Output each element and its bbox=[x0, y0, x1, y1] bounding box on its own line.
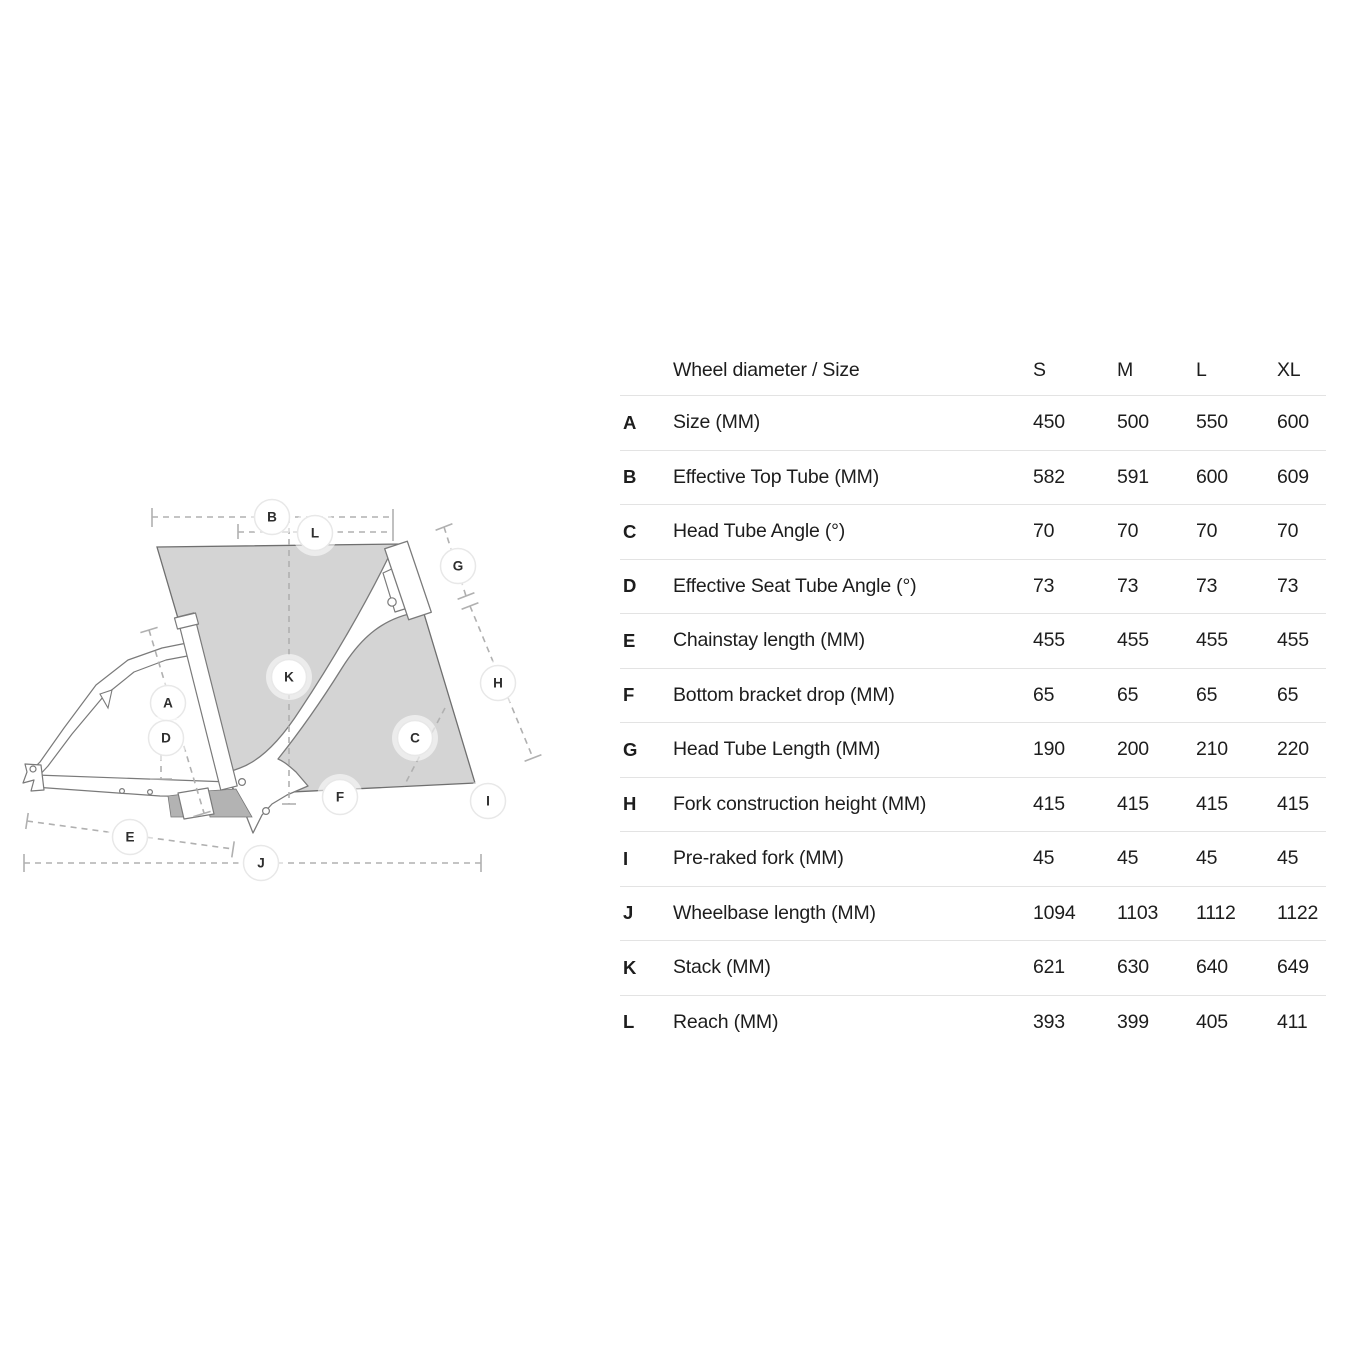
value-m: 45 bbox=[1117, 847, 1139, 870]
row-label: Wheelbase length (MM) bbox=[673, 901, 876, 924]
dim-badge-c bbox=[392, 715, 438, 761]
value-l: 1112 bbox=[1196, 901, 1236, 924]
row-label: Fork construction height (MM) bbox=[673, 792, 927, 815]
value-s: 415 bbox=[1033, 792, 1065, 815]
value-l: 455 bbox=[1196, 629, 1228, 652]
row-letter: L bbox=[623, 1011, 635, 1033]
svg-text:L: L bbox=[310, 525, 320, 541]
value-xl: 415 bbox=[1277, 792, 1309, 815]
header-size-m: M bbox=[1117, 358, 1134, 381]
table-row bbox=[620, 995, 1326, 1050]
svg-text:G: G bbox=[452, 558, 464, 574]
value-xl: 600 bbox=[1277, 411, 1309, 434]
dim-badge-d bbox=[143, 715, 189, 761]
value-xl: 609 bbox=[1277, 465, 1309, 488]
value-s: 65 bbox=[1033, 683, 1055, 706]
value-s: 455 bbox=[1033, 629, 1065, 652]
value-m: 399 bbox=[1117, 1010, 1149, 1033]
dim-badge-e bbox=[107, 814, 153, 860]
header-size-xl: XL bbox=[1277, 358, 1301, 381]
seat-tube-plate bbox=[178, 788, 214, 819]
svg-text:A: A bbox=[163, 695, 173, 711]
value-l: 70 bbox=[1196, 520, 1218, 543]
value-xl: 70 bbox=[1277, 520, 1299, 543]
table-row bbox=[620, 559, 1326, 614]
row-letter: A bbox=[623, 411, 637, 433]
svg-text:C: C bbox=[410, 730, 420, 746]
value-xl: 1122 bbox=[1277, 901, 1319, 924]
row-letter: J bbox=[623, 902, 634, 924]
value-l: 45 bbox=[1196, 847, 1218, 870]
geometry-table bbox=[620, 346, 1326, 1049]
header-size-s: S bbox=[1033, 358, 1046, 381]
value-m: 591 bbox=[1117, 465, 1149, 488]
svg-text:K: K bbox=[284, 669, 294, 685]
row-letter: D bbox=[623, 575, 637, 597]
dim-badge-k bbox=[266, 654, 312, 700]
value-m: 200 bbox=[1117, 738, 1149, 761]
value-m: 500 bbox=[1117, 411, 1149, 434]
value-m: 73 bbox=[1117, 574, 1139, 597]
row-letter: E bbox=[623, 629, 636, 651]
dim-badge-i bbox=[465, 778, 511, 824]
svg-text:H: H bbox=[493, 675, 503, 691]
value-l: 210 bbox=[1196, 738, 1228, 761]
dim-badge-f bbox=[317, 774, 363, 820]
value-xl: 65 bbox=[1277, 683, 1299, 706]
value-s: 73 bbox=[1033, 574, 1055, 597]
value-xl: 220 bbox=[1277, 738, 1309, 761]
value-m: 415 bbox=[1117, 792, 1149, 815]
value-s: 70 bbox=[1033, 520, 1055, 543]
table-row bbox=[620, 450, 1326, 505]
row-label: Pre-raked fork (MM) bbox=[673, 847, 844, 870]
value-s: 621 bbox=[1033, 956, 1065, 979]
value-s: 582 bbox=[1033, 465, 1065, 488]
table-row bbox=[620, 395, 1326, 450]
svg-text:D: D bbox=[161, 730, 171, 746]
row-letter: C bbox=[623, 520, 637, 542]
value-xl: 455 bbox=[1277, 629, 1309, 652]
value-m: 1103 bbox=[1117, 901, 1159, 924]
value-xl: 649 bbox=[1277, 956, 1309, 979]
value-m: 630 bbox=[1117, 956, 1149, 979]
value-s: 1094 bbox=[1033, 901, 1076, 924]
value-l: 73 bbox=[1196, 574, 1218, 597]
row-label: Stack (MM) bbox=[673, 956, 771, 979]
row-label: Effective Top Tube (MM) bbox=[673, 465, 880, 488]
row-label: Head Tube Angle (°) bbox=[673, 520, 846, 543]
row-label: Chainstay length (MM) bbox=[673, 629, 865, 652]
value-s: 190 bbox=[1033, 738, 1065, 761]
dim-badge-b bbox=[249, 494, 295, 540]
row-label: Effective Seat Tube Angle (°) bbox=[673, 574, 917, 597]
table-row bbox=[620, 613, 1326, 668]
table-row bbox=[620, 831, 1326, 886]
dim-badge-j bbox=[238, 840, 284, 886]
bike-geometry-diagram bbox=[0, 460, 570, 920]
table-row bbox=[620, 886, 1326, 941]
row-letter: B bbox=[623, 466, 637, 488]
value-l: 405 bbox=[1196, 1010, 1228, 1033]
header-size-l: L bbox=[1196, 358, 1207, 381]
value-m: 65 bbox=[1117, 683, 1139, 706]
dim-badge-l bbox=[292, 510, 338, 556]
row-label: Bottom bracket drop (MM) bbox=[673, 683, 895, 706]
value-s: 393 bbox=[1033, 1010, 1065, 1033]
dim-badge-h bbox=[475, 660, 521, 706]
table-header-row bbox=[620, 346, 1326, 395]
svg-text:I: I bbox=[486, 793, 490, 809]
value-m: 70 bbox=[1117, 520, 1139, 543]
value-xl: 73 bbox=[1277, 574, 1299, 597]
value-s: 45 bbox=[1033, 847, 1055, 870]
row-letter: H bbox=[623, 793, 637, 815]
table-row bbox=[620, 722, 1326, 777]
value-l: 65 bbox=[1196, 683, 1218, 706]
row-letter: G bbox=[623, 738, 638, 760]
row-letter: I bbox=[623, 847, 628, 869]
table-row bbox=[620, 777, 1326, 832]
header-label: Wheel diameter / Size bbox=[673, 358, 860, 381]
dim-badge-g bbox=[435, 543, 481, 589]
value-xl: 45 bbox=[1277, 847, 1299, 870]
table-row bbox=[620, 940, 1326, 995]
value-l: 550 bbox=[1196, 411, 1228, 434]
value-l: 640 bbox=[1196, 956, 1228, 979]
table-body bbox=[620, 395, 1326, 1049]
value-l: 600 bbox=[1196, 465, 1228, 488]
value-s: 450 bbox=[1033, 411, 1065, 434]
value-l: 415 bbox=[1196, 792, 1228, 815]
row-label: Reach (MM) bbox=[673, 1010, 779, 1033]
row-label: Head Tube Length (MM) bbox=[673, 738, 881, 761]
table-row bbox=[620, 668, 1326, 723]
svg-text:E: E bbox=[125, 829, 135, 845]
row-letter: K bbox=[623, 956, 637, 978]
table-row bbox=[620, 504, 1326, 559]
row-letter: F bbox=[623, 684, 635, 706]
svg-text:F: F bbox=[335, 789, 345, 805]
value-m: 455 bbox=[1117, 629, 1149, 652]
svg-text:B: B bbox=[267, 509, 277, 525]
value-xl: 411 bbox=[1277, 1010, 1308, 1033]
svg-text:J: J bbox=[257, 855, 265, 871]
row-label: Size (MM) bbox=[673, 411, 761, 434]
